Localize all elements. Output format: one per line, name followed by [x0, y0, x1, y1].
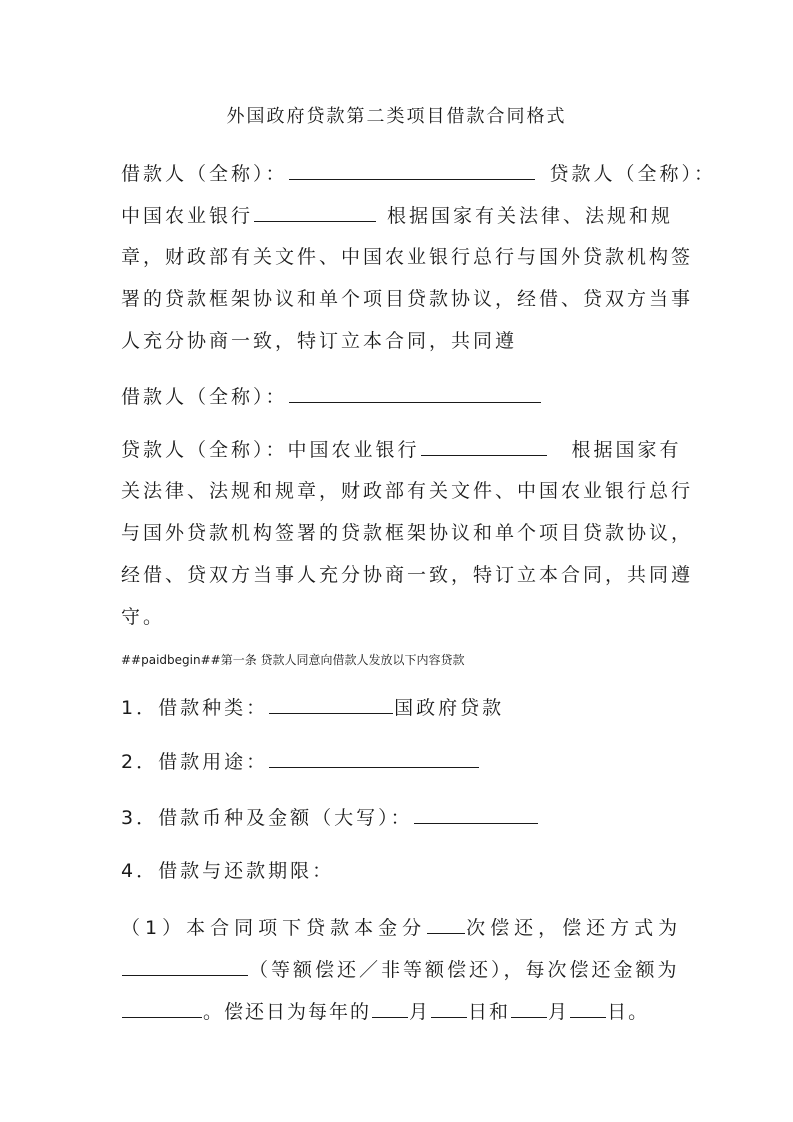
lender-line-3: 与国外贷款机构签署的贷款框架协议和单个项目贷款协议，: [121, 522, 694, 544]
repayment-paragraph: [121, 906, 681, 1032]
loan-item-4: 4．借款与还款期限：: [121, 860, 335, 882]
borrower-name-blank[interactable]: [289, 152, 535, 180]
repayment-line-1: （1）本合同项下贷款本金分 次偿还，偿还方式为: [121, 906, 681, 948]
month-2-blank[interactable]: [511, 990, 547, 1018]
day-2-blank[interactable]: [570, 990, 606, 1018]
loan-item-3: 3．借款币种及金额（大写）：: [121, 796, 681, 838]
borrower-line: 借款人（全称）：: [121, 375, 681, 417]
intro-line-3: 章，财政部有关文件、中国农业银行总行与国外贷款机构签: [121, 246, 694, 268]
repayment-method-blank[interactable]: [122, 948, 248, 976]
lender-line-1: 贷款人（全称）：中国农业银行 根据国家有: [121, 428, 681, 470]
loan-purpose-blank[interactable]: [269, 740, 479, 768]
installment-amount-blank[interactable]: [122, 990, 202, 1018]
lender-line-4: 经借、贷双方当事人充分协商一致，特订立本合同，共同遵: [121, 564, 694, 586]
article-1-heading: ##paidbegin##第一条 贷款人同意向借款人发放以下内容贷款: [121, 653, 465, 667]
intro-line-2: 中国农业银行 根据国家有关法律、法规和规: [121, 194, 681, 236]
lender-branch-blank[interactable]: [421, 428, 547, 456]
intro-paragraph: [121, 152, 717, 362]
loan-amount-blank[interactable]: [414, 796, 538, 824]
repayment-line-2: （等额偿还／非等额偿还），每次偿还金额为: [121, 948, 681, 990]
document-title: 外国政府贷款第二类项目借款合同格式: [226, 106, 567, 127]
lender-line-2: 关法律、法规和规章，财政部有关文件、中国农业银行总行: [121, 480, 694, 502]
installment-count-blank[interactable]: [427, 906, 465, 934]
loan-item-2: 2．借款用途：: [121, 740, 681, 782]
bank-branch-blank[interactable]: [254, 194, 376, 222]
lender-line-5: 守。: [121, 606, 166, 628]
month-1-blank[interactable]: [372, 990, 408, 1018]
loan-type-blank[interactable]: [269, 686, 393, 714]
borrower-fullname-blank[interactable]: [289, 375, 541, 403]
intro-line-4: 署的贷款框架协议和单个项目贷款协议，经借、贷双方当事: [121, 288, 694, 310]
intro-line-5: 人充分协商一致，特订立本合同，共同遵: [121, 330, 518, 352]
intro-line-1: 借款人（全称）： 贷款人（全称）：: [121, 152, 681, 194]
day-1-blank[interactable]: [431, 990, 467, 1018]
loan-item-1: 1．借款种类： 国政府贷款: [121, 686, 681, 728]
repayment-line-3: 。偿还日为每年的 月 日和 月 日。: [121, 990, 681, 1032]
lender-paragraph: [121, 428, 694, 638]
